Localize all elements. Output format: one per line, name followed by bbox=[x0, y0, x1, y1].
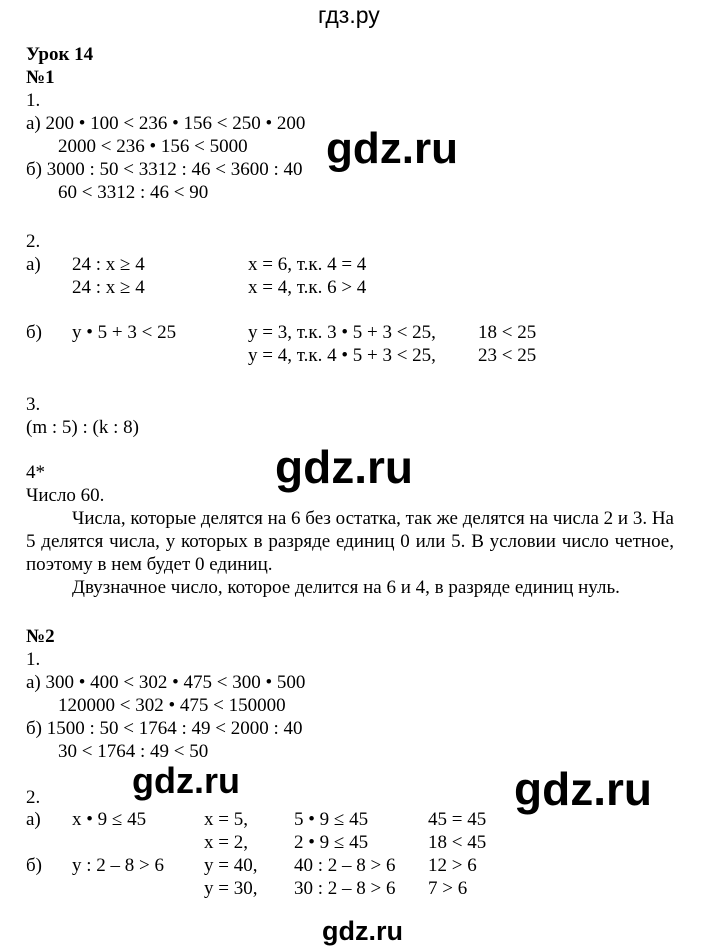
expression-line: 30 < 1764 : 49 < 50 bbox=[58, 741, 209, 762]
task-label: 3. bbox=[26, 394, 41, 415]
solution: y = 3, т.к. 3 • 5 + 3 < 25, bbox=[248, 322, 436, 343]
check: 18 < 25 bbox=[478, 322, 537, 343]
task-label: 1. bbox=[26, 649, 41, 670]
check: 18 < 45 bbox=[428, 832, 487, 853]
substitution: 40 : 2 – 8 > 6 bbox=[294, 855, 396, 876]
expression-line: б) 1500 : 50 < 1764 : 49 < 2000 : 40 bbox=[26, 718, 303, 739]
subtask-letter: б) bbox=[26, 855, 42, 876]
expression-line: (m : 5) : (k : 8) bbox=[26, 417, 139, 438]
explanation-paragraph: Числа, которые делятся на 6 без остатка, так же делятся на числа 2 и 3. На 5 делятся числа, у которых в разряде единиц 0 или 5. В условии число четное, поэтому в нем будет 0 единиц. bbox=[26, 508, 674, 575]
inequality: 24 : x ≥ 4 bbox=[72, 277, 145, 298]
watermark: gdz.ru bbox=[132, 760, 240, 801]
watermark: gdz.ru bbox=[322, 916, 403, 946]
solution: y = 4, т.к. 4 • 5 + 3 < 25, bbox=[248, 345, 436, 366]
check: 45 = 45 bbox=[428, 809, 487, 830]
task-label: 2. bbox=[26, 231, 41, 252]
site-header: гдз.ру bbox=[318, 2, 380, 28]
solution: y = 30, bbox=[204, 878, 258, 899]
task-label: 1. bbox=[26, 90, 41, 111]
subtask-letter: а) bbox=[26, 809, 41, 830]
answer: Число 60. bbox=[26, 485, 105, 506]
expression-line: а) 200 • 100 < 236 • 156 < 250 • 200 bbox=[26, 113, 306, 134]
expression-line: а) 300 • 400 < 302 • 475 < 300 • 500 bbox=[26, 672, 306, 693]
task-label: 2. bbox=[26, 787, 41, 808]
substitution: 5 • 9 ≤ 45 bbox=[294, 809, 369, 830]
explanation-paragraph: Двузначное число, которое делится на 6 и 4, в разряде единиц нуль. bbox=[72, 577, 620, 598]
exercise-1-number: №1 bbox=[26, 67, 55, 88]
watermark: gdz.ru bbox=[514, 763, 652, 815]
watermark: gdz.ru bbox=[326, 124, 458, 173]
subtask-letter: б) bbox=[26, 322, 42, 343]
inequality: y • 5 + 3 < 25 bbox=[72, 322, 177, 343]
expression-line: 60 < 3312 : 46 < 90 bbox=[58, 182, 209, 203]
substitution: 30 : 2 – 8 > 6 bbox=[294, 878, 396, 899]
lesson-title: Урок 14 bbox=[26, 44, 94, 65]
solution: x = 6, т.к. 4 = 4 bbox=[248, 254, 367, 275]
substitution: 2 • 9 ≤ 45 bbox=[294, 832, 369, 853]
inequality: y : 2 – 8 > 6 bbox=[72, 855, 164, 876]
expression-line: б) 3000 : 50 < 3312 : 46 < 3600 : 40 bbox=[26, 159, 303, 180]
check: 23 < 25 bbox=[478, 345, 537, 366]
watermark: gdz.ru bbox=[275, 441, 413, 493]
inequality: x • 9 ≤ 45 bbox=[72, 809, 147, 830]
expression-line: 2000 < 236 • 156 < 5000 bbox=[58, 136, 248, 157]
exercise-2-number: №2 bbox=[26, 626, 55, 647]
expression-line: 120000 < 302 • 475 < 150000 bbox=[58, 695, 286, 716]
solution: x = 5, bbox=[204, 809, 248, 830]
solution: x = 4, т.к. 6 > 4 bbox=[248, 277, 367, 298]
solution: y = 40, bbox=[204, 855, 258, 876]
task-label: 4* bbox=[26, 462, 45, 483]
solution: x = 2, bbox=[204, 832, 248, 853]
check: 12 > 6 bbox=[428, 855, 477, 876]
subtask-letter: а) bbox=[26, 254, 41, 275]
inequality: 24 : x ≥ 4 bbox=[72, 254, 145, 275]
check: 7 > 6 bbox=[428, 878, 468, 899]
